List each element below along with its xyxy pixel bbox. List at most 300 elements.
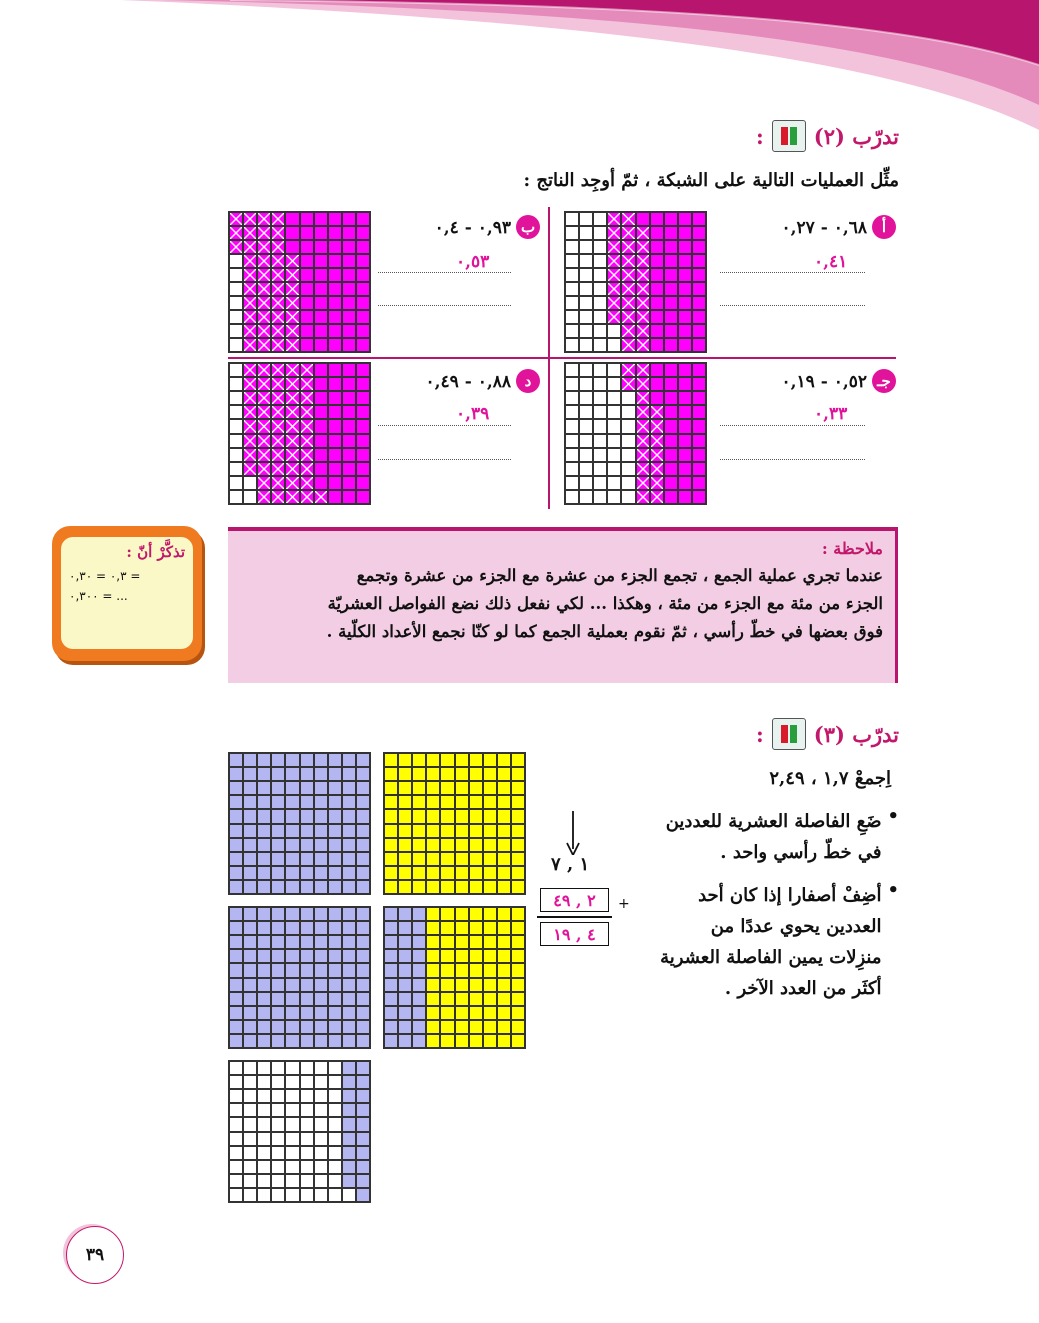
grid-cell [692, 240, 706, 254]
grid-cell [314, 490, 328, 504]
grid-cell [384, 838, 398, 852]
grid-cell [342, 1089, 356, 1103]
partial-grid-bottom [228, 1060, 371, 1203]
grid-cell [285, 296, 299, 310]
grid-cell [285, 1061, 299, 1075]
grid-cell [356, 240, 370, 254]
grid-cell [398, 753, 412, 767]
grid-cell [300, 1174, 314, 1188]
grid-cell [243, 363, 257, 377]
grid-cell [257, 880, 271, 894]
grid-cell [692, 324, 706, 338]
grid-cell [356, 1061, 370, 1075]
grid-cell [243, 767, 257, 781]
grid-cell [300, 1132, 314, 1146]
grid-cell [328, 1075, 342, 1089]
grid-cell [243, 282, 257, 296]
grid-cell [607, 476, 621, 490]
grid-cell [511, 949, 525, 963]
grid-cell [229, 310, 243, 324]
grid-cell [511, 866, 525, 880]
grid-cell [243, 268, 257, 282]
grid-cell [426, 809, 440, 823]
grid-cell [229, 1075, 243, 1089]
badge-d: د [516, 369, 540, 393]
grid-cell [426, 1006, 440, 1020]
header-swoosh [0, 0, 1039, 135]
grid-cell [664, 462, 678, 476]
grid-cell [229, 809, 243, 823]
grid-cell [636, 405, 650, 419]
grid-cell [300, 324, 314, 338]
grid-cell [412, 935, 426, 949]
grid-cell [692, 476, 706, 490]
grid-cell [579, 338, 593, 352]
grid-cell [469, 921, 483, 935]
grid-cell [243, 963, 257, 977]
grid-cell [229, 949, 243, 963]
grid-cell [356, 268, 370, 282]
expression-b: ٠,٩٣ - ٠,٤ [434, 218, 511, 238]
grid-cell [497, 767, 511, 781]
grid-cell [243, 1075, 257, 1089]
grid-cell [692, 226, 706, 240]
grid-cell [243, 324, 257, 338]
grid-cell [314, 1020, 328, 1034]
grid-cell [356, 1188, 370, 1202]
grid-cell [692, 419, 706, 433]
grid-cell [257, 490, 271, 504]
grid-cell [285, 809, 299, 823]
hundred-grid-c [564, 362, 707, 505]
grid-cell [257, 852, 271, 866]
grid-cell [314, 824, 328, 838]
grid-cell [621, 462, 635, 476]
grid-cell [621, 310, 635, 324]
grid-cell [257, 1117, 271, 1131]
grid-cell [440, 978, 454, 992]
grid-cell [678, 363, 692, 377]
grid-cell [257, 212, 271, 226]
grid-cell [455, 809, 469, 823]
grid-cell [257, 824, 271, 838]
grid-cell [328, 1188, 342, 1202]
grid-cell [356, 907, 370, 921]
grid-cell [271, 391, 285, 405]
grid-cell [621, 377, 635, 391]
grid-cell [621, 296, 635, 310]
grid-cell [328, 992, 342, 1006]
grid-cell [356, 809, 370, 823]
grid-cell [356, 1132, 370, 1146]
grid-cell [607, 363, 621, 377]
grid-cell [271, 419, 285, 433]
grid-cell [314, 1075, 328, 1089]
grid-cell [356, 1160, 370, 1174]
grid-cell [243, 1006, 257, 1020]
grid-cell [229, 935, 243, 949]
grid-cell [342, 1188, 356, 1202]
grid-cell [243, 448, 257, 462]
grid-cell [511, 795, 525, 809]
grid-cell [314, 1188, 328, 1202]
grid-cell [342, 226, 356, 240]
grid-cell [342, 767, 356, 781]
grid-cell [229, 363, 243, 377]
grid-cell [243, 377, 257, 391]
grid-cell [243, 935, 257, 949]
grid-cell [314, 434, 328, 448]
grid-cell [257, 324, 271, 338]
grid-cell [455, 992, 469, 1006]
grid-cell [692, 254, 706, 268]
grid-cell [229, 448, 243, 462]
grid-cell [300, 963, 314, 977]
students-icon [772, 718, 806, 750]
grid-cell [285, 753, 299, 767]
grid-cell [483, 809, 497, 823]
grid-cell [257, 1089, 271, 1103]
grid-cell [342, 296, 356, 310]
grid-cell [328, 1132, 342, 1146]
grid-cell [257, 462, 271, 476]
grid-cell [342, 1075, 356, 1089]
grid-cell [285, 391, 299, 405]
grid-cell [607, 296, 621, 310]
grid-cell [314, 377, 328, 391]
grid-cell [678, 254, 692, 268]
grid-cell [285, 476, 299, 490]
grid-cell [243, 1188, 257, 1202]
grid-cell [328, 254, 342, 268]
grid-cell [607, 490, 621, 504]
grid-cell [342, 462, 356, 476]
answer-c: ٠,٣٣ [814, 404, 848, 424]
grid-cell [243, 391, 257, 405]
grid-cell [426, 1034, 440, 1048]
grid-cell [285, 838, 299, 852]
grid-cell [579, 226, 593, 240]
grid-cell [483, 753, 497, 767]
grid-cell [565, 490, 579, 504]
grid-cell [285, 1188, 299, 1202]
grid-cell [440, 753, 454, 767]
grid-cell [229, 476, 243, 490]
grid-cell [426, 921, 440, 935]
grid-cell [607, 338, 621, 352]
note-line-2: الجزء من مئة مع الجزء من مئة ، وهكذا ... لكي نفعل ذلك نضع الفواصل العشريّة [327, 594, 883, 613]
grid-cell [398, 838, 412, 852]
grid-cell [257, 448, 271, 462]
grid-cell [342, 866, 356, 880]
grid-cell [356, 1103, 370, 1117]
grid-cell [328, 935, 342, 949]
grid-cell [469, 852, 483, 866]
grid-cell [384, 1020, 398, 1034]
grid-cell [342, 935, 356, 949]
grid-cell [621, 268, 635, 282]
grid-cell [300, 490, 314, 504]
grid-cell [285, 405, 299, 419]
grid-cell [300, 824, 314, 838]
grid-cell [497, 1006, 511, 1020]
grid-cell [257, 1146, 271, 1160]
grid-cell [636, 254, 650, 268]
grid-cell [621, 254, 635, 268]
grid-cell [257, 1160, 271, 1174]
grid-cell [314, 240, 328, 254]
grid-cell [497, 992, 511, 1006]
grid-cell [328, 795, 342, 809]
grid-cell [384, 992, 398, 1006]
grid-cell [483, 963, 497, 977]
grid-cell [440, 907, 454, 921]
exercise2-colon: : [755, 123, 764, 149]
grid-cell [328, 838, 342, 852]
grid-cell [229, 866, 243, 880]
grid-cell [229, 781, 243, 795]
grid-cell [455, 866, 469, 880]
grid-cell [440, 921, 454, 935]
grid-cell [497, 978, 511, 992]
grid-cell [455, 852, 469, 866]
grid-cell [285, 282, 299, 296]
grid-cell [356, 405, 370, 419]
grid-cell [328, 781, 342, 795]
bullet2-line1: أضِفْ أصفارا إذا كان أحد [698, 885, 882, 906]
grid-cell [692, 405, 706, 419]
grid-cell [257, 226, 271, 240]
grid-cell [314, 880, 328, 894]
grid-cell [356, 254, 370, 268]
grid-cell [285, 1160, 299, 1174]
grid-cell [229, 1132, 243, 1146]
grid-cell [412, 949, 426, 963]
grid-cell [621, 419, 635, 433]
grid-cell [455, 963, 469, 977]
expression-a: ٠,٦٨ - ٠,٢٧ [781, 218, 867, 238]
grid-cell [328, 490, 342, 504]
grid-cell [342, 363, 356, 377]
grid-cell [483, 992, 497, 1006]
grid-cell [243, 434, 257, 448]
grid-cell [257, 1034, 271, 1048]
grid-cell [300, 1103, 314, 1117]
grid-cell [469, 992, 483, 1006]
grid-cell [511, 907, 525, 921]
grid-cell [257, 377, 271, 391]
grid-cell [678, 240, 692, 254]
grid-cell [483, 949, 497, 963]
grid-cell [607, 405, 621, 419]
grid-cell [314, 1089, 328, 1103]
grid-cell [243, 226, 257, 240]
grid-cell [412, 907, 426, 921]
grid-cell [328, 448, 342, 462]
grid-cell [483, 838, 497, 852]
grid-cell [412, 1020, 426, 1034]
note-title: ملاحظة : [821, 539, 883, 558]
grid-cell [300, 1160, 314, 1174]
answer-b: ٠,٥٣ [456, 252, 490, 272]
hundred-grid-a [564, 211, 707, 353]
grid-cell [497, 866, 511, 880]
remember-box [52, 526, 202, 661]
grid-cell [621, 434, 635, 448]
grid-cell [285, 240, 299, 254]
grid-cell [593, 476, 607, 490]
grid-cell [412, 767, 426, 781]
grid-cell [271, 935, 285, 949]
grid-cell [412, 753, 426, 767]
grid-cell [483, 795, 497, 809]
grid-cell [412, 824, 426, 838]
grid-cell [300, 391, 314, 405]
grid-cell [579, 377, 593, 391]
grid-cell [440, 949, 454, 963]
grid-cell [384, 880, 398, 894]
grid-cell [621, 240, 635, 254]
bullet1-line1: ضَعِ الفاصلة العشرية للعددين [665, 811, 882, 832]
grid-cell [328, 212, 342, 226]
grid-cell [412, 852, 426, 866]
grid-cell [229, 767, 243, 781]
grid-cell [342, 907, 356, 921]
grid-cell [229, 880, 243, 894]
grid-cell [356, 377, 370, 391]
grid-cell [257, 992, 271, 1006]
grid-cell [469, 1006, 483, 1020]
grid-cell [664, 212, 678, 226]
grid-cell [636, 268, 650, 282]
grid-cell [257, 419, 271, 433]
exercise2-title: تدرّب (٢) [813, 123, 899, 149]
grid-cell [426, 866, 440, 880]
grid-cell [300, 448, 314, 462]
grid-cell [356, 338, 370, 352]
note-line-1: عندما تجري عملية الجمع ، تجمع الجزء من عشرة مع الجزء من عشرة وتجمع [356, 566, 883, 585]
grid-cell [579, 310, 593, 324]
grid-cell [384, 907, 398, 921]
bullet-item-1 [639, 806, 899, 868]
grid-cell [384, 978, 398, 992]
grid-cell [229, 907, 243, 921]
grid-cell [650, 324, 664, 338]
grid-cell [678, 419, 692, 433]
grid-cell [636, 338, 650, 352]
grid-cell [565, 226, 579, 240]
grid-cell [412, 880, 426, 894]
grid-cell [412, 1006, 426, 1020]
grid-cell [636, 282, 650, 296]
grid-cell [398, 852, 412, 866]
grid-cell [314, 781, 328, 795]
badge-c: جـ [872, 369, 896, 393]
badge-b: ب [516, 215, 540, 239]
grid-cell [243, 212, 257, 226]
grid-cell [314, 282, 328, 296]
grid-cell [285, 310, 299, 324]
grid-cell [285, 1146, 299, 1160]
grid-cell [483, 1006, 497, 1020]
bullet1-line2: في خطّ رأسي واحد . [720, 842, 882, 863]
grid-cell [342, 1006, 356, 1020]
grid-cell [356, 448, 370, 462]
grid-cell [565, 476, 579, 490]
grid-cell [579, 268, 593, 282]
grid-cell [469, 809, 483, 823]
grid-cell [469, 866, 483, 880]
grid-cell [440, 781, 454, 795]
grid-cell [342, 419, 356, 433]
grid-cell [271, 1160, 285, 1174]
grid-cell [511, 824, 525, 838]
grid-cell [650, 462, 664, 476]
grid-cell [511, 963, 525, 977]
grid-cell [243, 1034, 257, 1048]
grid-cell [692, 268, 706, 282]
grid-cell [229, 240, 243, 254]
grid-cell [469, 880, 483, 894]
grid-cell [636, 490, 650, 504]
grid-cell [300, 767, 314, 781]
grid-cell [285, 1174, 299, 1188]
grid-cell [692, 448, 706, 462]
grid-cell [328, 1006, 342, 1020]
grid-cell [511, 992, 525, 1006]
grid-cell [692, 310, 706, 324]
grid-cell [285, 363, 299, 377]
grid-cell [342, 838, 356, 852]
grid-cell [356, 978, 370, 992]
grid-cell [455, 935, 469, 949]
grid-cell [607, 391, 621, 405]
grid-cell [426, 935, 440, 949]
grid-cell [621, 212, 635, 226]
grid-cell [300, 1075, 314, 1089]
grid-cell [285, 1034, 299, 1048]
expression-d: ٠,٨٨ - ٠,٤٩ [425, 372, 511, 392]
grid-cell [664, 324, 678, 338]
grid-cell [300, 226, 314, 240]
grid-cell [328, 852, 342, 866]
bullet-dot: • [887, 806, 899, 827]
grid-cell [314, 978, 328, 992]
grid-cell [271, 1075, 285, 1089]
grid-cell [356, 363, 370, 377]
blue-grid-top [228, 752, 371, 895]
grid-cell [483, 935, 497, 949]
grid-cell [300, 753, 314, 767]
grid-cell [300, 852, 314, 866]
grid-cell [229, 226, 243, 240]
grid-cell [412, 838, 426, 852]
grid-cell [314, 1117, 328, 1131]
grid-cell [426, 852, 440, 866]
grid-cell [593, 226, 607, 240]
grid-cell [636, 391, 650, 405]
grid-cell [650, 282, 664, 296]
grid-cell [621, 448, 635, 462]
grid-cell [257, 405, 271, 419]
grid-cell [229, 852, 243, 866]
grid-cell [328, 1061, 342, 1075]
grid-cell [692, 462, 706, 476]
grid-cell [426, 753, 440, 767]
grid-cell [229, 921, 243, 935]
grid-cell [497, 795, 511, 809]
grid-cell [271, 963, 285, 977]
